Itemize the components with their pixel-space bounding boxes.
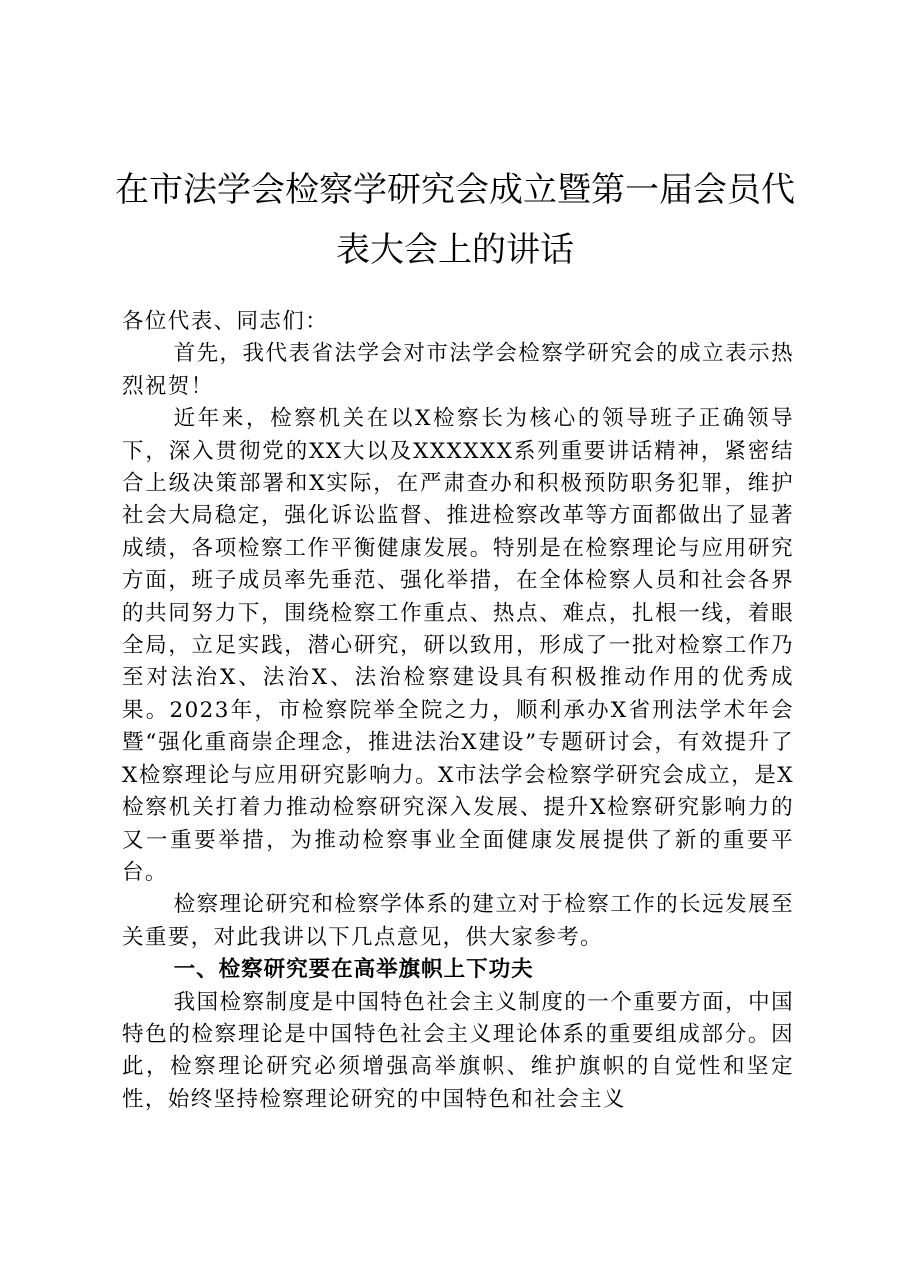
document-title: 在市法学会检察学研究会成立暨第一届会员代表大会上的讲话 bbox=[115, 170, 795, 270]
salutation: 各位代表、同志们： bbox=[122, 309, 329, 334]
document-body bbox=[122, 306, 794, 1116]
paragraph-congratulations: 首先，我代表省法学会对市法学会检察学研究会的成立表示热烈祝贺！ bbox=[122, 341, 794, 399]
section-heading: 一、检察研究要在高举旗帜上下功夫 bbox=[173, 957, 534, 983]
section-paragraph: 我国检察制度是中国特色社会主义制度的一个重要方面，中国特色的检察理论是中国特色社会主义理论体系的重要组成部分。因此，检察理论研究必须增强高举旗帜、维护旗帜的自觉性和坚定性，始终坚持检察理论研究的中国特色和社会主义 bbox=[122, 989, 794, 1112]
paragraph-achievements: 近年来，检察机关在以X检察长为核心的领导班子正确领导下，深入贯彻党的XX大以及XXXXXX系列重要讲话精神，紧密结合上级决策部署和X实际，在严肃查办和积极预防职务犯罪，维护社会大局稳定，强化诉讼监督、推进检察改革等方面都做出了显著成绩，各项检察工作平衡健康发展。特别是在检察理论与应用研究方面，班子成员率先垂范、强化举措，在全体检察人员和社会各界的共同努力下，围绕检察工作重点、热点、难点，扎根一线，着眼全局，立足实践，潜心研究，研以致用，形成了一批对检察工作乃至对法治X、法治X、法治检察建设具有积极推动作用的优秀成果。2023年，市检察院举全院之力，顺利承办X省刑法学术年会暨“强化重商崇企理念，推进法治X建设”专题研讨会，有效提升了X检察理论与应用研究影响力。X市法学会检察学研究会成立，是X检察机关打着力推动检察研究深入发展、提升X检察研究影响力的又一重要举措，为推动检察事业全面健康发展提供了新的重要平台。 bbox=[122, 406, 794, 885]
paragraph-opinions-intro: 检察理论研究和检察学体系的建立对于检察工作的长远发展至关重要，对此我讲以下几点意见，供大家参考。 bbox=[122, 892, 794, 950]
